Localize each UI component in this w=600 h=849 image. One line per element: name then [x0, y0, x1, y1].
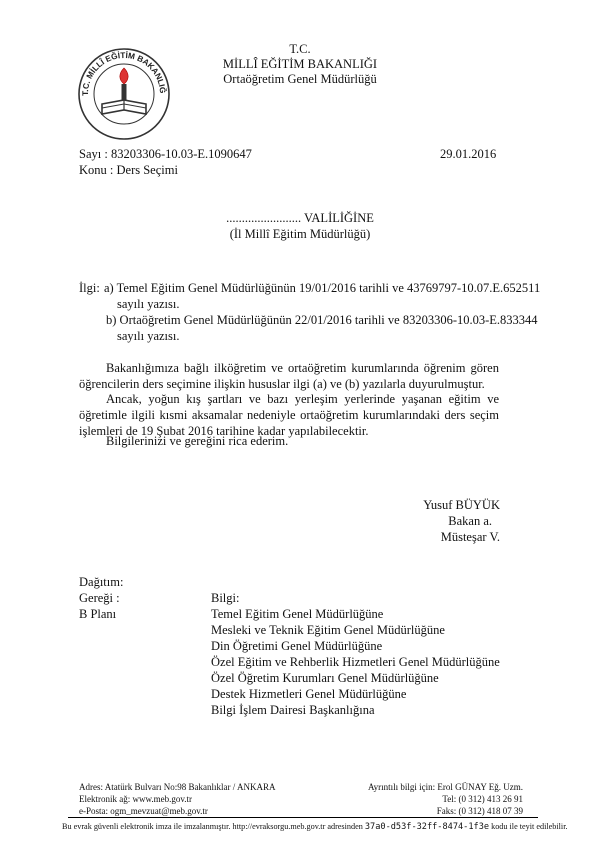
distribution-label: Dağıtım:: [79, 575, 124, 589]
body-paragraph-1: Bakanlığımıza bağlı ilköğretim ve ortaöğretim kurumlarında öğrenim gören öğrencilerin ders seçimine ilişkin hususlar ilgi (a) ve (b) yazılarla duyurulmuştur.: [79, 361, 499, 391]
ilgi-b-line2: sayılı yazısı.: [117, 329, 180, 343]
footer-web: Elektronik ağ: www.meb.gov.tr: [79, 794, 193, 804]
bilgi-item: Özel Eğitim ve Rehberlik Hizmetleri Genel Müdürlüğüne: [211, 655, 500, 669]
footer-divider: [68, 817, 538, 818]
bilgi-item: Mesleki ve Teknik Eğitim Genel Müdürlüğüne: [211, 623, 445, 637]
signatory-title-2: Müsteşar V.: [440, 530, 500, 544]
verification-note: [62, 821, 568, 833]
bilgi-label: Bilgi:: [211, 591, 240, 605]
header-tc: T.C.: [289, 42, 311, 56]
header-directorate: Ortaöğretim Genel Müdürlüğü: [223, 72, 377, 86]
gerek-item: B Planı: [79, 607, 117, 621]
bilgi-item: Temel Eğitim Genel Müdürlüğüne: [211, 607, 384, 621]
document-number: Sayı : 83203306-10.03-E.1090647: [79, 147, 252, 161]
document-date: 29.01.2016: [440, 147, 497, 161]
ilgi-b-line1: b) Ortaöğretim Genel Müdürlüğünün 22/01/2016 tarihli ve 83203306-10.03-E.833344: [106, 313, 538, 327]
signatory-name: Yusuf BÜYÜK: [423, 498, 500, 512]
footer-contact: Ayrıntılı bilgi için: Erol GÜNAY Eğ. Uzm.: [368, 782, 523, 792]
letterhead: [200, 42, 400, 87]
bilgi-item: Özel Öğretim Kurumları Genel Müdürlüğüne: [211, 671, 439, 685]
document-subject: Konu : Ders Seçimi: [79, 163, 178, 177]
bilgi-item: Din Öğretimi Genel Müdürlüğüne: [211, 639, 383, 653]
bilgi-item: Destek Hizmetleri Genel Müdürlüğüne: [211, 687, 407, 701]
signatory-title-1: Bakan a.: [448, 514, 492, 528]
footer-right: [340, 781, 523, 817]
ilgi-a-line2: sayılı yazısı.: [117, 297, 180, 311]
footer-tel: Tel: (0 312) 413 26 91: [442, 794, 523, 804]
ilgi-label: İlgi:: [79, 281, 100, 295]
verification-code: 37a0-d53f-32ff-8474-1f3e: [364, 822, 490, 832]
body-paragraph-2: Ancak, yoğun kış şartları ve bazı yerleşim yerlerinde yaşanan eğitim ve öğretimle ilgili kısmi aksamalar nedeniyle ortaöğretim kurumlarındaki ders seçim işlemleri de 19 Şubat 2016 tarihine kadar yapılabilecektir.: [79, 392, 499, 438]
addressee: [200, 210, 400, 242]
svg-text:T.C. MİLLÎ EĞİTİM BAKANLIĞI: T.C. MİLLÎ EĞİTİM BAKANLIĞ: [80, 50, 168, 96]
verification-suffix: kodu ile teyit edilebilir.: [489, 822, 568, 831]
footer-fax: Faks: (0 312) 418 07 39: [436, 806, 523, 816]
bilgi-list: [211, 606, 500, 718]
meb-seal-icon: [74, 42, 174, 142]
ilgi-a-line1: a) Temel Eğitim Genel Müdürlüğünün 19/01/2016 tarihli ve 43769797-10.07.E.652511: [104, 281, 541, 295]
addressee-governorship: ........................ VALİLİĞİNE: [226, 211, 374, 225]
meb-logo: [74, 42, 174, 142]
verification-prefix: Bu evrak güvenli elektronik imza ile imzalanmıştır. http://evraksorgu.meb.gov.tr adresinden: [62, 822, 365, 831]
header-ministry: MİLLÎ EĞİTİM BAKANLIĞI: [222, 57, 378, 71]
signature-block: [390, 497, 500, 545]
bilgi-item: Bilgi İşlem Dairesi Başkanlığına: [211, 703, 375, 717]
footer-left: [79, 781, 275, 817]
addressee-directorate: (İl Millî Eğitim Müdürlüğü): [229, 227, 371, 241]
gerek-label: Gereği :: [79, 591, 120, 605]
body-paragraph-3: Bilgilerinizi ve gereğini rica ederim.: [106, 434, 289, 448]
footer-address: Adres: Atatürk Bulvarı No:98 Bakanlıklar / ANKARA: [79, 782, 276, 792]
footer-email: e-Posta: ogm_mevzuat@meb.gov.tr: [79, 806, 208, 816]
